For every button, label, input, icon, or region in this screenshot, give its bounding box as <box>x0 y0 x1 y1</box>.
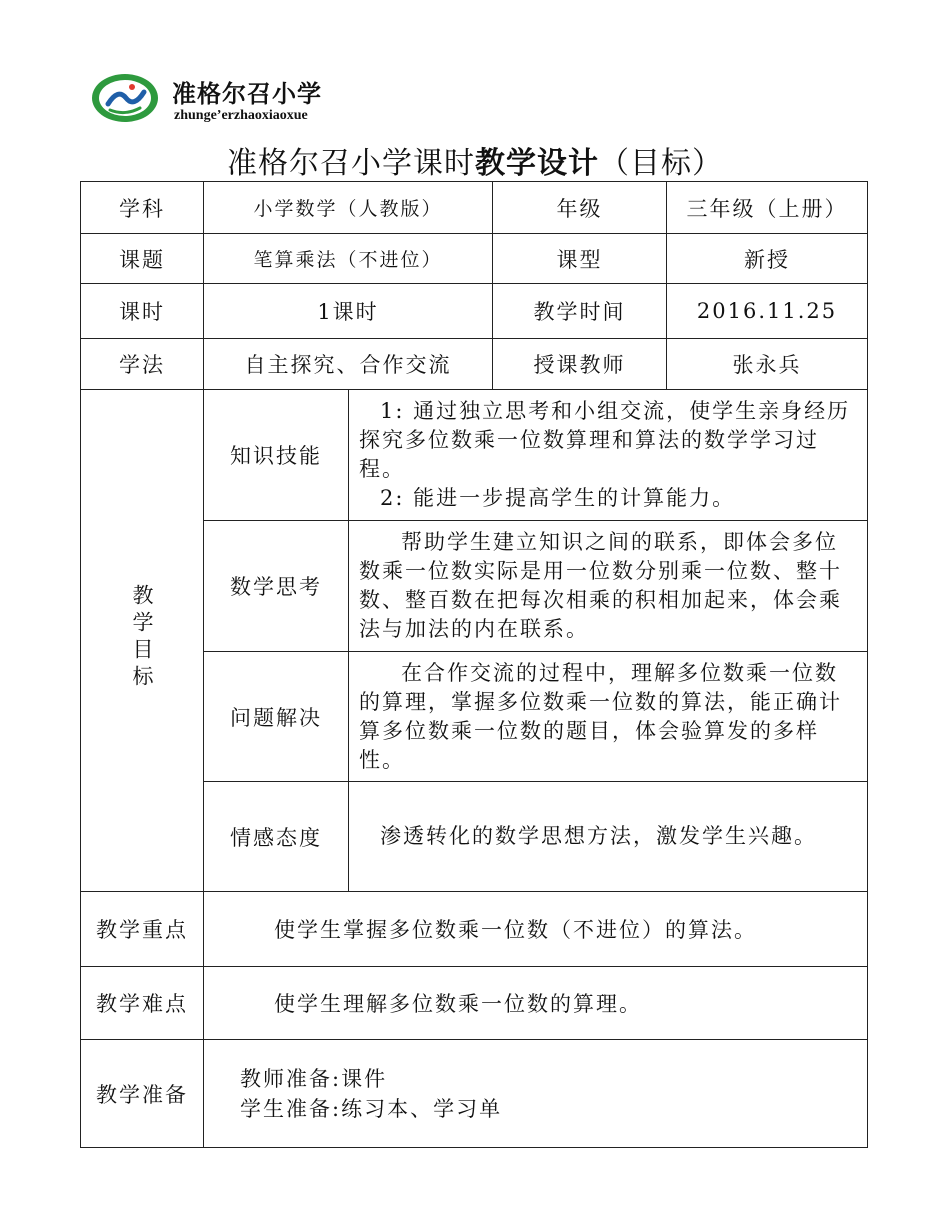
thinking-text: 帮助学生建立知识之间的联系，即体会多位数乘一位数实际是用一位数分别乘一位数、整十数、整百数在把每次相乘的积相加起来，体会乘法与加法的内在联系。 <box>349 521 868 652</box>
table-row <box>81 892 868 967</box>
emotion-label: 情感态度 <box>204 782 349 892</box>
table-row <box>81 234 868 284</box>
subject-label: 学科 <box>81 182 204 234</box>
topic-label: 课题 <box>81 234 204 284</box>
method-label: 学法 <box>81 339 204 390</box>
problem-text: 在合作交流的过程中，理解多位数乘一位数的算理，掌握多位数乘一位数的算法，能正确计算多位数乘一位数的题目，体会验算发的多样性。 <box>349 652 868 782</box>
preparation-value <box>204 1040 868 1148</box>
title-part2: 教学设计 <box>475 146 599 181</box>
period-value: 1课时 <box>204 284 493 339</box>
knowledge-line-1: 1: 通过独立思考和小组交流，使学生亲身经历探究多位数乘一位数算理和算法的数学学习过程。 <box>359 399 851 481</box>
document-title <box>0 138 950 182</box>
type-value: 新授 <box>667 234 868 284</box>
lesson-plan-table <box>80 181 868 1148</box>
table-row <box>81 1040 868 1148</box>
document-header <box>90 72 510 128</box>
preparation-label: 教学准备 <box>81 1040 204 1148</box>
problem-label: 问题解决 <box>204 652 349 782</box>
table-row <box>81 284 868 339</box>
topic-value: 笔算乘法（不进位） <box>204 234 493 284</box>
knowledge-text <box>349 390 868 521</box>
school-logo <box>90 72 160 124</box>
student-preparation: 学生准备:练习本、学习单 <box>240 1096 503 1121</box>
table-row <box>81 182 868 234</box>
thinking-label: 数学思考 <box>204 521 349 652</box>
key-point-value: 使学生掌握多位数乘一位数（不进位）的算法。 <box>204 892 868 967</box>
title-part3: （目标） <box>599 146 723 181</box>
teacher-label: 授课教师 <box>493 339 667 390</box>
grade-label: 年级 <box>493 182 667 234</box>
type-label: 课型 <box>493 234 667 284</box>
difficulty-value: 使学生理解多位数乘一位数的算理。 <box>204 967 868 1040</box>
goals-label-cell <box>81 390 204 892</box>
knowledge-line-2: 2: 能进一步提高学生的计算能力。 <box>380 486 736 510</box>
school-pinyin: zhunge’erzhaoxiaoxue <box>174 108 308 123</box>
title-part1: 准格尔召小学课时 <box>227 146 475 181</box>
table-row <box>81 339 868 390</box>
key-point-label: 教学重点 <box>81 892 204 967</box>
teacher-preparation: 教师准备:课件 <box>240 1066 388 1091</box>
table-row <box>81 390 868 521</box>
grade-value: 三年级（上册） <box>667 182 868 234</box>
period-label: 课时 <box>81 284 204 339</box>
knowledge-label: 知识技能 <box>204 390 349 521</box>
method-value: 自主探究、合作交流 <box>204 339 493 390</box>
school-name: 准格尔召小学 <box>172 80 322 108</box>
emotion-text: 渗透转化的数学思想方法，激发学生兴趣。 <box>349 782 868 892</box>
difficulty-label: 教学难点 <box>81 967 204 1040</box>
subject-value: 小学数学（人教版） <box>204 182 493 234</box>
time-label: 教学时间 <box>493 284 667 339</box>
table-row <box>81 967 868 1040</box>
goals-label: 教学目标 <box>130 584 154 692</box>
time-value: 2016.11.25 <box>667 284 868 339</box>
teacher-value: 张永兵 <box>667 339 868 390</box>
